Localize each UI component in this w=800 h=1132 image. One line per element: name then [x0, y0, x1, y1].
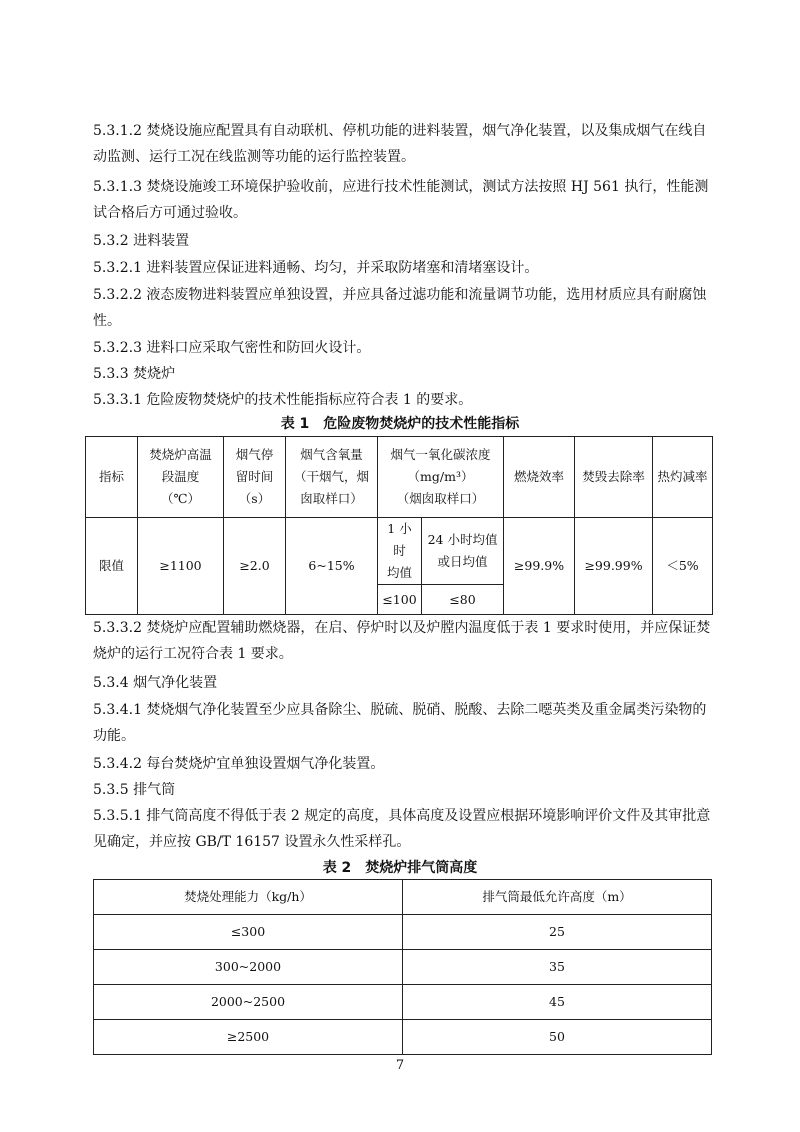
table2-caption: 表 2 焚烧炉排气筒高度: [322, 860, 478, 876]
capacity-cell: ≥2500: [94, 1020, 403, 1055]
header-temperature-line3: （℃）: [161, 491, 200, 506]
header-residence-line3: （s）: [238, 491, 271, 506]
height-cell: 35: [403, 950, 712, 985]
page-number: 7: [395, 1058, 405, 1073]
header-oxygen: [286, 437, 378, 518]
header-oxygen-line2: （干烟气，烟: [293, 469, 369, 484]
capacity-cell: ≤300: [94, 915, 403, 950]
heading-5-3-4: 5.3.4 烟气净化装置: [93, 675, 218, 691]
header-co-line2: （mg/m³）: [407, 469, 474, 484]
paragraph-5-3-2-2: 5.3.2.2 液态废物进料装置应单独设置，并应具备过滤功能和流量调节功能，选用材质应具有耐腐蚀性。: [93, 287, 707, 329]
co-hour-label: [378, 518, 422, 585]
table-row: [94, 915, 712, 950]
header-temperature-line2: 段温度: [161, 469, 200, 484]
header-temperature: [138, 437, 224, 518]
co-day-label-line2: 或日均值: [437, 554, 488, 569]
paragraph-5-3-3-2: 5.3.3.2 焚烧炉应配置辅助燃烧器，在启、停炉时以及炉膛内温度低于表 1 要求时使用，并应保证焚烧炉的运行工况符合表 1 要求。: [93, 620, 711, 662]
co-day-label-line1: 24 小时均值: [427, 532, 498, 547]
paragraph-5-3-2-1: 5.3.2.1 进料装置应保证进料通畅、均匀，并采取防堵塞和清堵塞设计。: [93, 260, 539, 276]
paragraph-5-3-3-1: 5.3.3.1 危险废物焚烧炉的技术性能指标应符合表 1 的要求。: [93, 392, 473, 408]
value-temperature: ≥1100: [138, 518, 224, 615]
value-destruction: ≥99.99%: [575, 518, 653, 615]
height-cell: 50: [403, 1020, 712, 1055]
table-incinerator-performance: [85, 436, 713, 615]
co-hour-label-line1: 1 小时: [387, 521, 412, 558]
paragraph-5-3-2-3: 5.3.2.3 进料口应采取气密性和防回火设计。: [93, 340, 371, 356]
header-carbon-monoxide: [378, 437, 504, 518]
value-loss: ＜5%: [653, 518, 713, 615]
heading-5-3-3: 5.3.3 焚烧炉: [93, 366, 176, 382]
co-hour-label-line2: 均值: [386, 565, 412, 580]
heading-5-3-2: 5.3.2 进料装置: [93, 233, 190, 249]
header-temperature-line1: 焚烧炉高温: [149, 447, 212, 462]
header-co-line1: 烟气一氧化碳浓度: [390, 447, 491, 462]
capacity-cell: 300~2000: [94, 950, 403, 985]
header-loss: 热灼减率: [653, 437, 713, 518]
header-residence-time: [224, 437, 286, 518]
header-stack-height: 排气筒最低允许高度（m）: [403, 880, 712, 915]
header-indicator: 指标: [86, 437, 138, 518]
height-cell: 25: [403, 915, 712, 950]
value-residence: ≥2.0: [224, 518, 286, 615]
header-oxygen-line1: 烟气含氧量: [300, 447, 363, 462]
header-co-line3: （烟囱取样口）: [396, 491, 485, 506]
paragraph-5-3-4-2: 5.3.4.2 每台焚烧炉宜单独设置烟气净化装置。: [93, 756, 385, 772]
header-destruction: 焚毁去除率: [575, 437, 653, 518]
header-residence-line2: 留时间: [235, 469, 274, 484]
value-co-day: ≤80: [422, 585, 504, 615]
paragraph-5-3-1-3: 5.3.1.3 焚烧设施竣工环境保护验收前，应进行技术性能测试，测试方法按照 HJ 561 执行，性能测试合格后方可通过验收。: [93, 179, 709, 221]
table-row: [94, 950, 712, 985]
table-stack-height: [93, 879, 712, 1055]
table1-caption: 表 1 危险废物焚烧炉的技术性能指标: [280, 416, 520, 432]
table-row: [94, 985, 712, 1020]
header-oxygen-line3: 囱取样口）: [300, 491, 363, 506]
co-day-label: [422, 518, 504, 585]
capacity-cell: 2000~2500: [94, 985, 403, 1020]
value-oxygen: 6~15%: [286, 518, 378, 615]
header-capacity: 焚烧处理能力（kg/h）: [94, 880, 403, 915]
row-label-limit: 限值: [86, 518, 138, 615]
table-row: [94, 1020, 712, 1055]
header-residence-line1: 烟气停: [235, 447, 274, 462]
header-efficiency: 燃烧效率: [504, 437, 575, 518]
value-efficiency: ≥99.9%: [504, 518, 575, 615]
height-cell: 45: [403, 985, 712, 1020]
paragraph-5-3-5-1: 5.3.5.1 排气筒高度不得低于表 2 规定的高度，具体高度及设置应根据环境影响评价文件及其审批意见确定，并应按 GB/T 16157 设置永久性采样孔。: [93, 808, 711, 850]
paragraph-5-3-1-2: 5.3.1.2 焚烧设施应配置具有自动联机、停机功能的进料装置，烟气净化装置，以及集成烟气在线自动监测、运行工况在线监测等功能的运行监控装置。: [93, 123, 707, 165]
value-co-hour: ≤100: [378, 585, 422, 615]
heading-5-3-5: 5.3.5 排气筒: [93, 782, 176, 798]
paragraph-5-3-4-1: 5.3.4.1 焚烧烟气净化装置至少应具备除尘、脱硫、脱硝、脱酸、去除二噁英类及重金属类污染物的功能。: [93, 702, 707, 744]
